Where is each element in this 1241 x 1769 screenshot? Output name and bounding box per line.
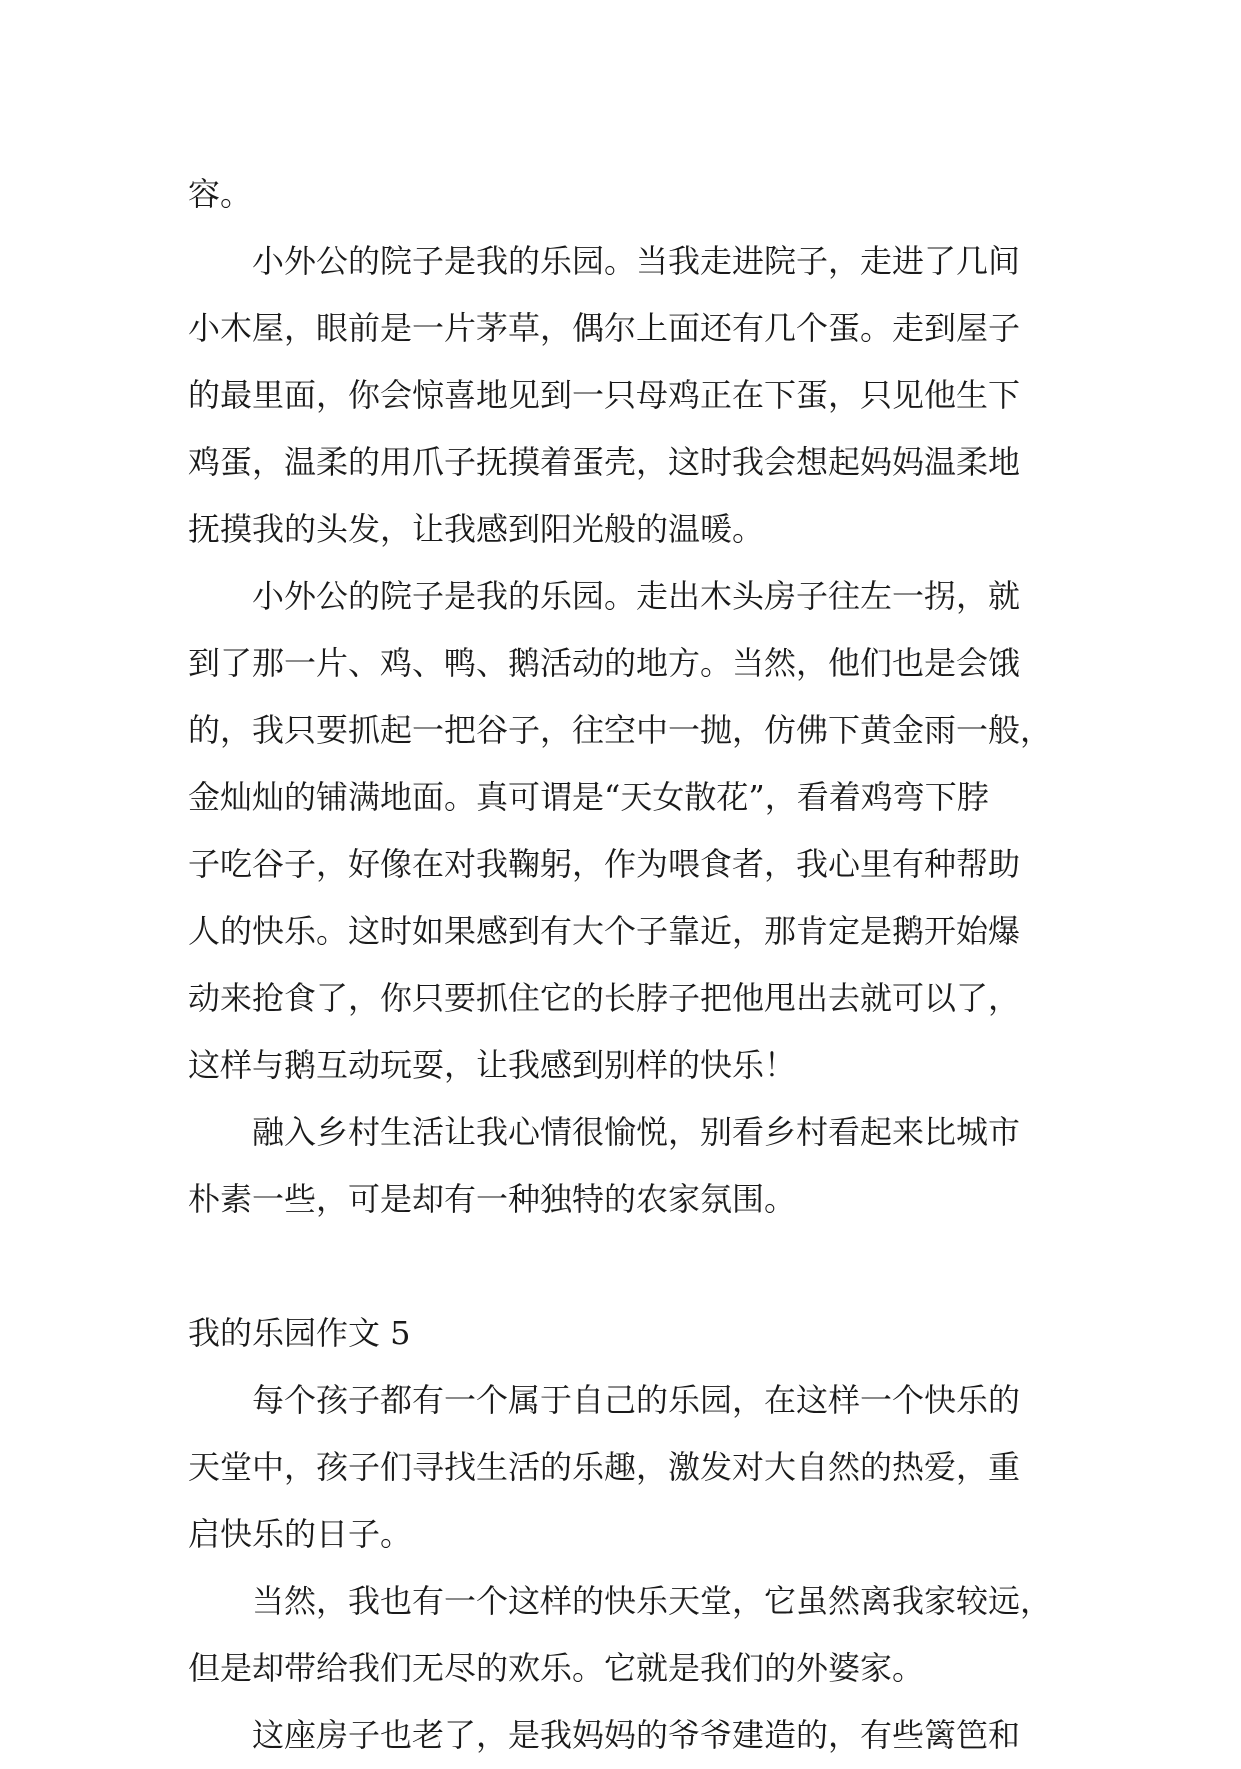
paragraph-line: 每个孩子都有一个属于自己的乐园，在这样一个快乐的 [252,1381,1021,1419]
paragraph-line: 到了那一片、鸡、鸭、鹅活动的地方。当然，他们也是会饿 [188,644,1021,682]
paragraph-line: 动来抢食了，你只要抓住它的长脖子把他甩出去就可以了， [188,979,1021,1017]
paragraph-line: 这样与鹅互动玩耍，让我感到别样的快乐！ [188,1046,797,1084]
paragraph-line: 鸡蛋，温柔的用爪子抚摸着蛋壳，这时我会想起妈妈温柔地 [188,443,1021,481]
paragraph-line: 人的快乐。这时如果感到有大个子靠近，那肯定是鹅开始爆 [188,912,1021,950]
paragraph-line: 抚摸我的头发，让我感到阳光般的温暖。 [188,510,765,548]
paragraph-line: 小外公的院子是我的乐园。当我走进院子，走进了几间 [252,242,1021,280]
paragraph-line: 这座房子也老了，是我妈妈的爷爷建造的，有些篱笆和 [252,1716,1021,1754]
paragraph-line: 小木屋，眼前是一片茅草，偶尔上面还有几个蛋。走到屋子 [188,309,1021,347]
paragraph-line: 金灿灿的铺满地面。真可谓是“天女散花”，看着鸡弯下脖 [188,778,989,816]
paragraph-line: 的最里面，你会惊喜地见到一只母鸡正在下蛋，只见他生下 [188,376,1021,414]
paragraph-line: 容。 [188,175,253,213]
paragraph-line: 的，我只要抓起一把谷子，往空中一抛，仿佛下黄金雨一般， [188,711,1053,749]
paragraph-line: 天堂中，孩子们寻找生活的乐趣，激发对大自然的热爱，重 [188,1448,1021,1486]
document-body [188,161,1058,1769]
paragraph-line: 朴素一些，可是却有一种独特的农家氛围。 [188,1180,797,1218]
section-title: 我的乐园作文 5 [188,1314,411,1352]
paragraph-line: 小外公的院子是我的乐园。走出木头房子往左一拐，就 [252,577,1021,615]
paragraph-line: 子吃谷子，好像在对我鞠躬，作为喂食者，我心里有种帮助 [188,845,1021,883]
paragraph-line: 当然，我也有一个这样的快乐天堂，它虽然离我家较远， [252,1582,1053,1620]
paragraph-line: 但是却带给我们无尽的欢乐。它就是我们的外婆家。 [188,1649,925,1687]
paragraph-line: 融入乡村生活让我心情很愉悦，别看乡村看起来比城市 [252,1113,1021,1151]
paragraph-line: 启快乐的日子。 [188,1515,413,1553]
section-spacer [188,1233,1058,1300]
